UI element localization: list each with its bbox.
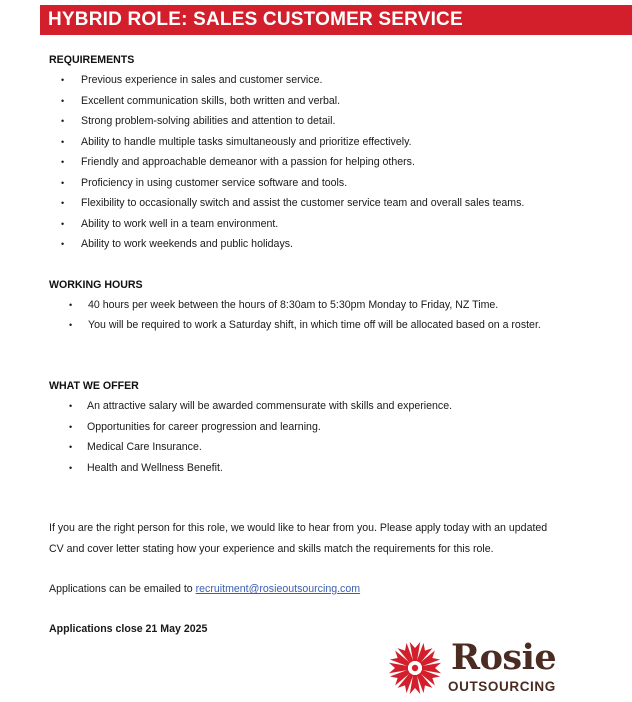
bullet: • — [61, 198, 65, 208]
bullet: • — [61, 218, 65, 229]
bullet: • — [61, 239, 65, 249]
bullet: • — [61, 136, 65, 147]
spacer — [49, 356, 609, 376]
bullet: • — [61, 157, 65, 167]
email-prefix: Applications can be emailed to — [49, 583, 196, 595]
email-link[interactable]: recruitment@rosieoutsourcing.com — [195, 583, 361, 595]
bullet: • — [61, 75, 65, 85]
working-hours-heading: WORKING HOURS — [49, 278, 143, 291]
requirements-heading: REQUIREMENTS — [49, 54, 135, 66]
spacer — [49, 255, 609, 275]
requirements-list — [49, 70, 609, 255]
list-item: • Ability to handle multiple tasks simultaneously and prioritize effectively. — [49, 132, 609, 153]
bullet: • — [69, 421, 73, 432]
logo-subtitle: OUTSOURCING — [448, 679, 556, 694]
list-item: • Flexibility to occasionally switch and assist the customer service team and overall sales teams. — [49, 193, 609, 214]
list-item: • Ability to work weekends and public holidays. — [49, 234, 609, 255]
list-item: • You will be required to work a Saturday shift, in which time off will be allocated based on a roster. — [49, 315, 609, 356]
list-item: • Previous experience in sales and customer service. — [49, 70, 609, 91]
company-logo — [388, 637, 568, 698]
bullet: • — [69, 462, 73, 473]
list-item: • Strong problem-solving abilities and attention to detail. — [49, 111, 609, 132]
list-item: • Proficiency in using customer service software and tools. — [49, 173, 609, 194]
bullet: • — [69, 401, 73, 411]
flower-burst-icon — [388, 640, 442, 696]
bullet: • — [69, 442, 73, 452]
spacer — [49, 559, 609, 579]
bullet: • — [69, 320, 73, 330]
list-item: • 40 hours per week between the hours of 8:30am to 5:30pm Monday to Friday, NZ Time. — [49, 295, 609, 316]
apply-paragraph: If you are the right person for this role, we would like to hear from you. Please apply today with an updated CV and cover letter stating how your experience and skills match the requirements for this role. — [49, 522, 548, 555]
bullet: • — [61, 177, 65, 188]
job-description — [49, 50, 609, 639]
page-title: HYBRID ROLE: SALES CUSTOMER SERVICE — [40, 5, 632, 35]
bullet: • — [61, 95, 65, 106]
list-item: • Ability to work well in a team environment. — [49, 214, 609, 235]
list-item: • Medical Care Insurance. — [49, 437, 609, 458]
closing-date: Applications close 21 May 2025 — [49, 623, 208, 635]
spacer — [49, 478, 609, 518]
bullet: • — [61, 116, 65, 126]
spacer — [49, 599, 609, 619]
what-we-offer-list — [49, 396, 609, 478]
list-item: • Friendly and approachable demeanor with a passion for helping others. — [49, 152, 609, 173]
list-item: • Opportunities for career progression and learning. — [49, 417, 609, 438]
logo-wordmark: Rosie — [451, 637, 557, 678]
list-item: • Health and Wellness Benefit. — [49, 458, 609, 479]
what-we-offer-heading: WHAT WE OFFER — [49, 380, 139, 392]
working-hours-list — [49, 295, 609, 357]
bullet: • — [69, 299, 73, 310]
email-line — [49, 579, 609, 599]
list-item: • Excellent communication skills, both written and verbal. — [49, 91, 609, 112]
list-item: • An attractive salary will be awarded commensurate with skills and experience. — [49, 396, 609, 417]
